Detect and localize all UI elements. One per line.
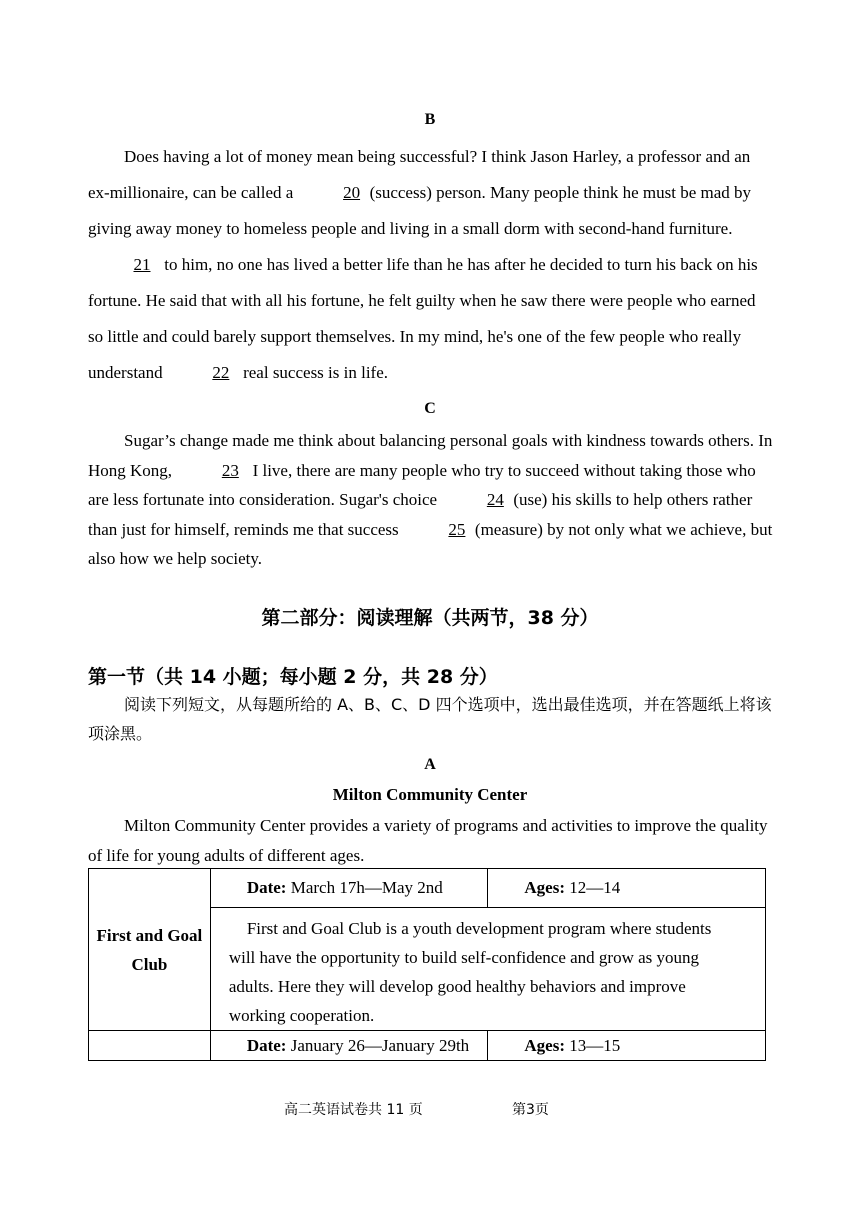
table-row: [89, 1031, 766, 1061]
section-b-text-4: real success is in life.: [243, 363, 389, 382]
blank-25: 25: [448, 519, 466, 539]
instructions: 阅读下列短文，从每题所给的 A、B、C、D 四个选项中，选出最佳选项，并在答题纸上将该项涂黑。: [88, 695, 772, 743]
blank-22: 22: [212, 363, 230, 382]
section-c-text-1: Sugar’s change made me think about balancing personal goals with kindness towards others. In Hong Kong,: [88, 431, 773, 480]
section-b-text-1: Does having a lot of money mean being successful? I think Jason Harley, a professor and an ex-millionaire, can be called a: [88, 147, 751, 202]
programs-table: [88, 868, 766, 1061]
footer-total-pages: 高二英语试卷共 11 页: [284, 1102, 423, 1118]
ages-label: Ages:: [524, 878, 566, 897]
date-label: Date:: [246, 1035, 287, 1055]
section-c-text-2: I live, there are many people who try to succeed without taking those who are less fortunate into consideration. Sugar's choice: [88, 460, 756, 509]
blank-21: 21: [133, 255, 151, 274]
program-date: March 17h—May 2nd: [290, 878, 443, 897]
part2-title: 第二部分：阅读理解（共两节，38 分）: [261, 607, 599, 629]
blank-23: 23: [221, 460, 239, 480]
program-date-cell: [210, 869, 488, 908]
blank-20: 20: [343, 183, 361, 202]
program-date: January 26—January 29th: [290, 1035, 470, 1055]
program-description: First and Goal Club is a youth development program where students will have the opportunity to build self-confidence and grow as young adults. Here they will develop good healthy behaviors and improve working cooperation.: [210, 908, 765, 1031]
blank-24: 24: [486, 490, 504, 509]
section-c-heading: C: [424, 400, 436, 417]
program-ages: 12—14: [569, 878, 621, 897]
date-label: Date:: [246, 878, 287, 897]
section-b-text-3: to him, no one has lived a better life than he has after he decided to turn his back on his fortune. He said that with all his fortune, he felt guilty when he saw there were people who earned so little and could barely support themselves. In my mind, he's one of the few people who really understand: [88, 255, 758, 382]
passage-a-intro: Milton Community Center provides a variety of programs and activities to improve the quality of life for young adults of different ages.: [88, 816, 768, 865]
program-ages-cell: [488, 1031, 766, 1061]
section-c-paragraph: [88, 426, 774, 574]
section1-title: 第一节（共 14 小题；每小题 2 分，共 28 分）: [88, 666, 498, 688]
section-b-paragraph: [88, 139, 774, 391]
section-b-text-2: (success) person. Many people think he must be mad by giving away money to homeless people and living in a small dorm with second-hand furniture.: [88, 183, 752, 238]
section-c-text-3: (use) his skills to help others rather than just for himself, reminds me that success: [88, 490, 753, 539]
program-date-cell: [210, 1031, 488, 1061]
section-b-heading: B: [424, 111, 436, 128]
program-name: First and Goal Club: [89, 869, 211, 1031]
section-c-text-4: (measure) by not only what we achieve, but also how we help society.: [88, 519, 773, 568]
program-ages-cell: [488, 869, 766, 908]
program-name: [89, 1031, 211, 1061]
passage-a-title: Milton Community Center: [332, 785, 528, 804]
ages-label: Ages:: [524, 1035, 566, 1055]
table-row: [89, 869, 766, 908]
program-ages: 13—15: [569, 1035, 621, 1055]
footer-page-number: 第3页: [512, 1102, 549, 1118]
passage-a-heading: A: [424, 756, 436, 773]
